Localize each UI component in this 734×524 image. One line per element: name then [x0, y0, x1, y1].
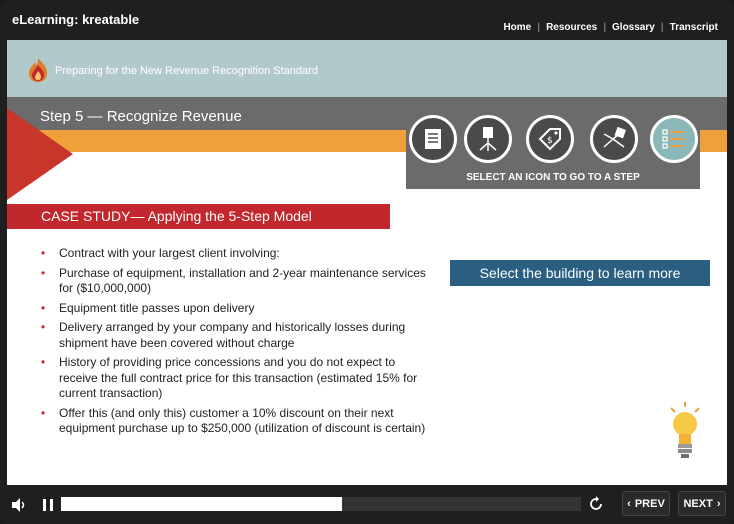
- course-title: Preparing for the New Revenue Recognition Standard: [55, 65, 318, 77]
- list-item: [37, 266, 427, 297]
- bullet-dot: •: [41, 265, 46, 280]
- checklist-icon[interactable]: [650, 115, 698, 163]
- bullet-dot: •: [41, 246, 46, 260]
- nav-transcript[interactable]: Transcript: [669, 22, 718, 33]
- volume-icon[interactable]: [10, 496, 28, 514]
- slide-area: [7, 40, 727, 485]
- list-item: [37, 406, 427, 437]
- list-item: [37, 355, 427, 402]
- price-tag-icon[interactable]: [526, 115, 574, 163]
- bullet-dot: •: [41, 405, 46, 420]
- list-item: [37, 246, 427, 262]
- case-study-title: CASE STUDY— Applying the 5-Step Model: [41, 208, 312, 224]
- top-nav: [497, 22, 724, 33]
- top-bar: [0, 0, 734, 40]
- prev-label: PREV: [634, 497, 665, 510]
- replay-icon[interactable]: [587, 495, 605, 513]
- step-title: Step 5 — Recognize Revenue: [40, 108, 242, 125]
- lightbulb-icon[interactable]: [667, 402, 703, 462]
- flame-logo-icon: [27, 57, 49, 83]
- nav-resources[interactable]: Resources: [546, 22, 598, 33]
- icon-panel-caption: SELECT AN ICON TO GO TO A STEP: [466, 172, 640, 183]
- svg-text:$: $: [547, 136, 553, 146]
- nav-separator: |: [537, 22, 541, 33]
- progress-fill: [61, 497, 342, 511]
- bullet-text: Offer this (and only this) customer a 10% discount on their next equipment purchase up to $250,000 (utilization of discount is certain): [59, 405, 426, 435]
- bullet-text: History of providing price concessions and you do not expect to receive the full contract price for this transaction (estimated 15% for current transaction): [59, 355, 418, 400]
- bullet-text: Delivery arranged by your company and historically losses during shipment have been covered without charge: [59, 320, 406, 350]
- player-controls: [0, 487, 734, 524]
- bullet-text: Contract with your largest client involving:: [59, 246, 280, 260]
- contract-icon[interactable]: [409, 115, 457, 163]
- list-item: [37, 301, 427, 317]
- nav-glossary[interactable]: Glossary: [612, 22, 655, 33]
- case-study-bullets: [37, 246, 427, 441]
- select-building-button[interactable]: Select the building to learn more: [450, 260, 710, 286]
- bullet-dot: •: [41, 300, 46, 315]
- list-item: [37, 320, 427, 351]
- chevron-right-icon: ›: [716, 497, 721, 510]
- prev-button[interactable]: [622, 491, 670, 516]
- nav-separator: |: [603, 22, 607, 33]
- obligations-icon[interactable]: [464, 115, 512, 163]
- bullet-dot: •: [41, 355, 46, 369]
- progress-bar[interactable]: [61, 497, 581, 511]
- nav-separator: |: [660, 22, 664, 33]
- allocate-icon[interactable]: [590, 115, 638, 163]
- bullet-text: Purchase of equipment, installation and 2-year maintenance services for ($10,000,000): [59, 265, 426, 295]
- next-label: NEXT: [683, 497, 713, 510]
- step-icon-panel: [406, 110, 700, 189]
- bullet-text: Equipment title passes upon delivery: [59, 300, 255, 315]
- nav-home[interactable]: Home: [503, 22, 532, 33]
- chevron-left-icon: ‹: [627, 497, 631, 510]
- app-title: eLearning: kreatable: [12, 12, 140, 27]
- next-button[interactable]: [678, 491, 726, 516]
- bullet-dot: •: [41, 320, 46, 334]
- pause-icon[interactable]: [40, 496, 56, 514]
